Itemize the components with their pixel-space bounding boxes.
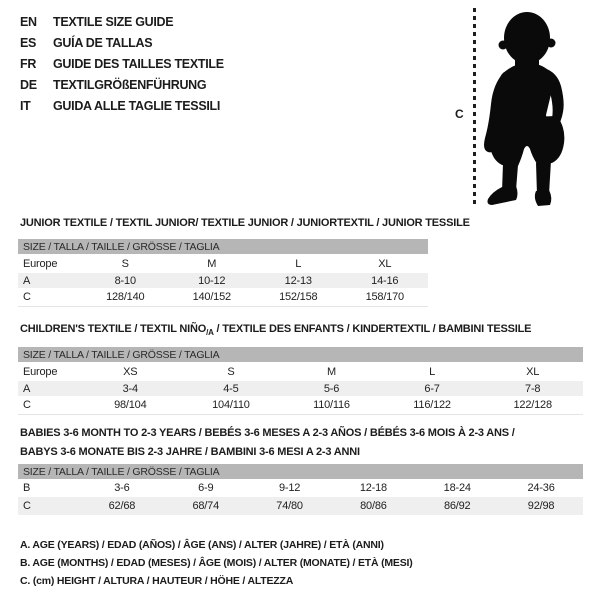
row-label: A xyxy=(18,381,80,396)
height-cell: 158/170 xyxy=(365,291,404,303)
region-label: Europe xyxy=(23,365,58,378)
age-cell: 8-10 xyxy=(82,273,169,288)
size-header-row xyxy=(18,464,583,479)
size-cell: L xyxy=(295,257,302,270)
age-cell: 7-8 xyxy=(482,381,583,396)
size-header-row xyxy=(18,239,428,254)
height-measure-dashed-line xyxy=(473,8,476,208)
children-title-text: / TEXTILE DES ENFANTS / KINDERTEXTIL / BAMBINI TESSILE xyxy=(213,323,532,335)
language-title: GUIDE DES TAILLES TEXTILE xyxy=(53,56,224,71)
babies-title-line2: BABYS 3-6 MONATE BIS 2-3 JAHRE / BAMBINI 3-6 MESI A 2-3 ANNI xyxy=(20,446,360,458)
size-cell: M xyxy=(327,365,336,378)
height-cell: 86/92 xyxy=(415,497,499,515)
height-measure-label: C xyxy=(455,107,464,121)
size-cell: L xyxy=(429,365,436,378)
size-header-bar: SIZE / TALLA / TAILLE / GRÖSSE / TAGLIA xyxy=(18,464,583,479)
size-cell: XL xyxy=(526,365,540,378)
children-table-title xyxy=(20,323,531,337)
babies-size-table xyxy=(18,464,583,515)
language-title: GUÍA DE TALLAS xyxy=(53,36,153,51)
height-cell: 98/104 xyxy=(114,399,147,411)
region-label: Europe xyxy=(23,257,58,270)
age-cell: 5-6 xyxy=(281,381,382,396)
baby-silhouette-icon xyxy=(482,10,594,210)
age-cell: 12-13 xyxy=(255,273,342,288)
junior-table-title: JUNIOR TEXTILE / TEXTIL JUNIOR/ TEXTILE JUNIOR / JUNIORTEXTIL / JUNIOR TESSILE xyxy=(20,217,470,229)
height-cell: 92/98 xyxy=(499,497,583,515)
size-cell: S xyxy=(121,257,129,270)
language-code: IT xyxy=(20,98,31,113)
language-row xyxy=(20,74,224,95)
row-label: A xyxy=(18,273,82,288)
height-row xyxy=(18,288,428,307)
height-row xyxy=(18,396,583,415)
age-cell: 10-12 xyxy=(169,273,256,288)
language-title: TEXTILGRÖßENFÜHRUNG xyxy=(53,77,207,92)
row-label: C xyxy=(23,399,31,411)
column-header-row xyxy=(18,362,583,381)
language-title: TEXTILE SIZE GUIDE xyxy=(53,15,174,30)
height-cell: 128/140 xyxy=(106,291,145,303)
children-size-table xyxy=(18,347,583,415)
height-cell: 80/86 xyxy=(331,497,415,515)
language-title: GUIDA ALLE TAGLIE TESSILI xyxy=(53,98,221,113)
months-cell: 3-6 xyxy=(114,482,130,494)
height-cell: 140/152 xyxy=(192,291,231,303)
babies-title-line1: BABIES 3-6 MONTH TO 2-3 YEARS / BEBÉS 3-6 MESES A 2-3 AÑOS / BÉBÉS 3-6 MOIS À 2-3 ANS / xyxy=(20,427,515,439)
language-row xyxy=(20,33,224,54)
children-title-text: CHILDREN'S TEXTILE / TEXTIL NIÑO xyxy=(20,323,207,335)
language-code: ES xyxy=(20,36,37,51)
children-title-subscript: /A xyxy=(206,328,214,338)
footnote-age-months: B. AGE (MONTHS) / EDAD (MESES) / ÂGE (MOIS) / ALTER (MONATE) / ETÀ (MESI) xyxy=(20,557,413,569)
height-cell: 110/116 xyxy=(313,399,350,411)
footnote-height: C. (cm) HEIGHT / ALTURA / HAUTEUR / HÖHE / ALTEZZA xyxy=(20,575,294,587)
size-header-bar: SIZE / TALLA / TAILLE / GRÖSSE / TAGLIA xyxy=(18,347,583,362)
legend-footnotes xyxy=(20,536,413,590)
height-row xyxy=(18,497,583,515)
months-cell: 12-18 xyxy=(359,482,387,494)
age-row xyxy=(18,381,583,396)
row-label: C xyxy=(23,291,31,303)
language-code: DE xyxy=(20,77,37,92)
column-header-row xyxy=(18,254,428,273)
size-header-bar: SIZE / TALLA / TAILLE / GRÖSSE / TAGLIA xyxy=(18,239,428,254)
language-code: EN xyxy=(20,15,37,30)
height-cell: 152/158 xyxy=(279,291,318,303)
language-row xyxy=(20,54,224,75)
size-cell: S xyxy=(227,365,235,378)
size-header-row xyxy=(18,347,583,362)
row-label: B xyxy=(23,482,31,494)
age-cell: 3-4 xyxy=(80,381,181,396)
junior-size-table xyxy=(18,239,428,307)
age-cell: 6-7 xyxy=(382,381,483,396)
size-cell: M xyxy=(207,257,217,270)
height-cell: 122/128 xyxy=(513,399,552,411)
age-cell: 14-16 xyxy=(342,273,429,288)
months-cell: 18-24 xyxy=(443,482,471,494)
months-cell: 24-36 xyxy=(527,482,555,494)
language-title-list xyxy=(20,12,224,116)
language-code: FR xyxy=(20,56,37,71)
footnote-age-years: A. AGE (YEARS) / EDAD (AÑOS) / ÂGE (ANS) / ALTER (JAHRE) / ETÀ (ANNI) xyxy=(20,539,384,551)
height-cell: 68/74 xyxy=(164,497,248,515)
height-cell: 104/110 xyxy=(212,399,250,411)
language-row xyxy=(20,95,224,116)
size-cell: XL xyxy=(378,257,392,270)
babies-table-title xyxy=(20,424,580,462)
months-cell: 6-9 xyxy=(198,482,214,494)
row-label: C xyxy=(18,497,80,515)
height-cell: 62/68 xyxy=(80,497,164,515)
size-cell: XS xyxy=(123,365,138,378)
height-cell: 74/80 xyxy=(248,497,332,515)
height-cell: 116/122 xyxy=(413,399,451,411)
months-cell: 9-12 xyxy=(278,482,301,494)
language-row xyxy=(20,12,224,33)
age-row xyxy=(18,273,428,288)
age-cell: 4-5 xyxy=(181,381,282,396)
months-row xyxy=(18,479,583,497)
